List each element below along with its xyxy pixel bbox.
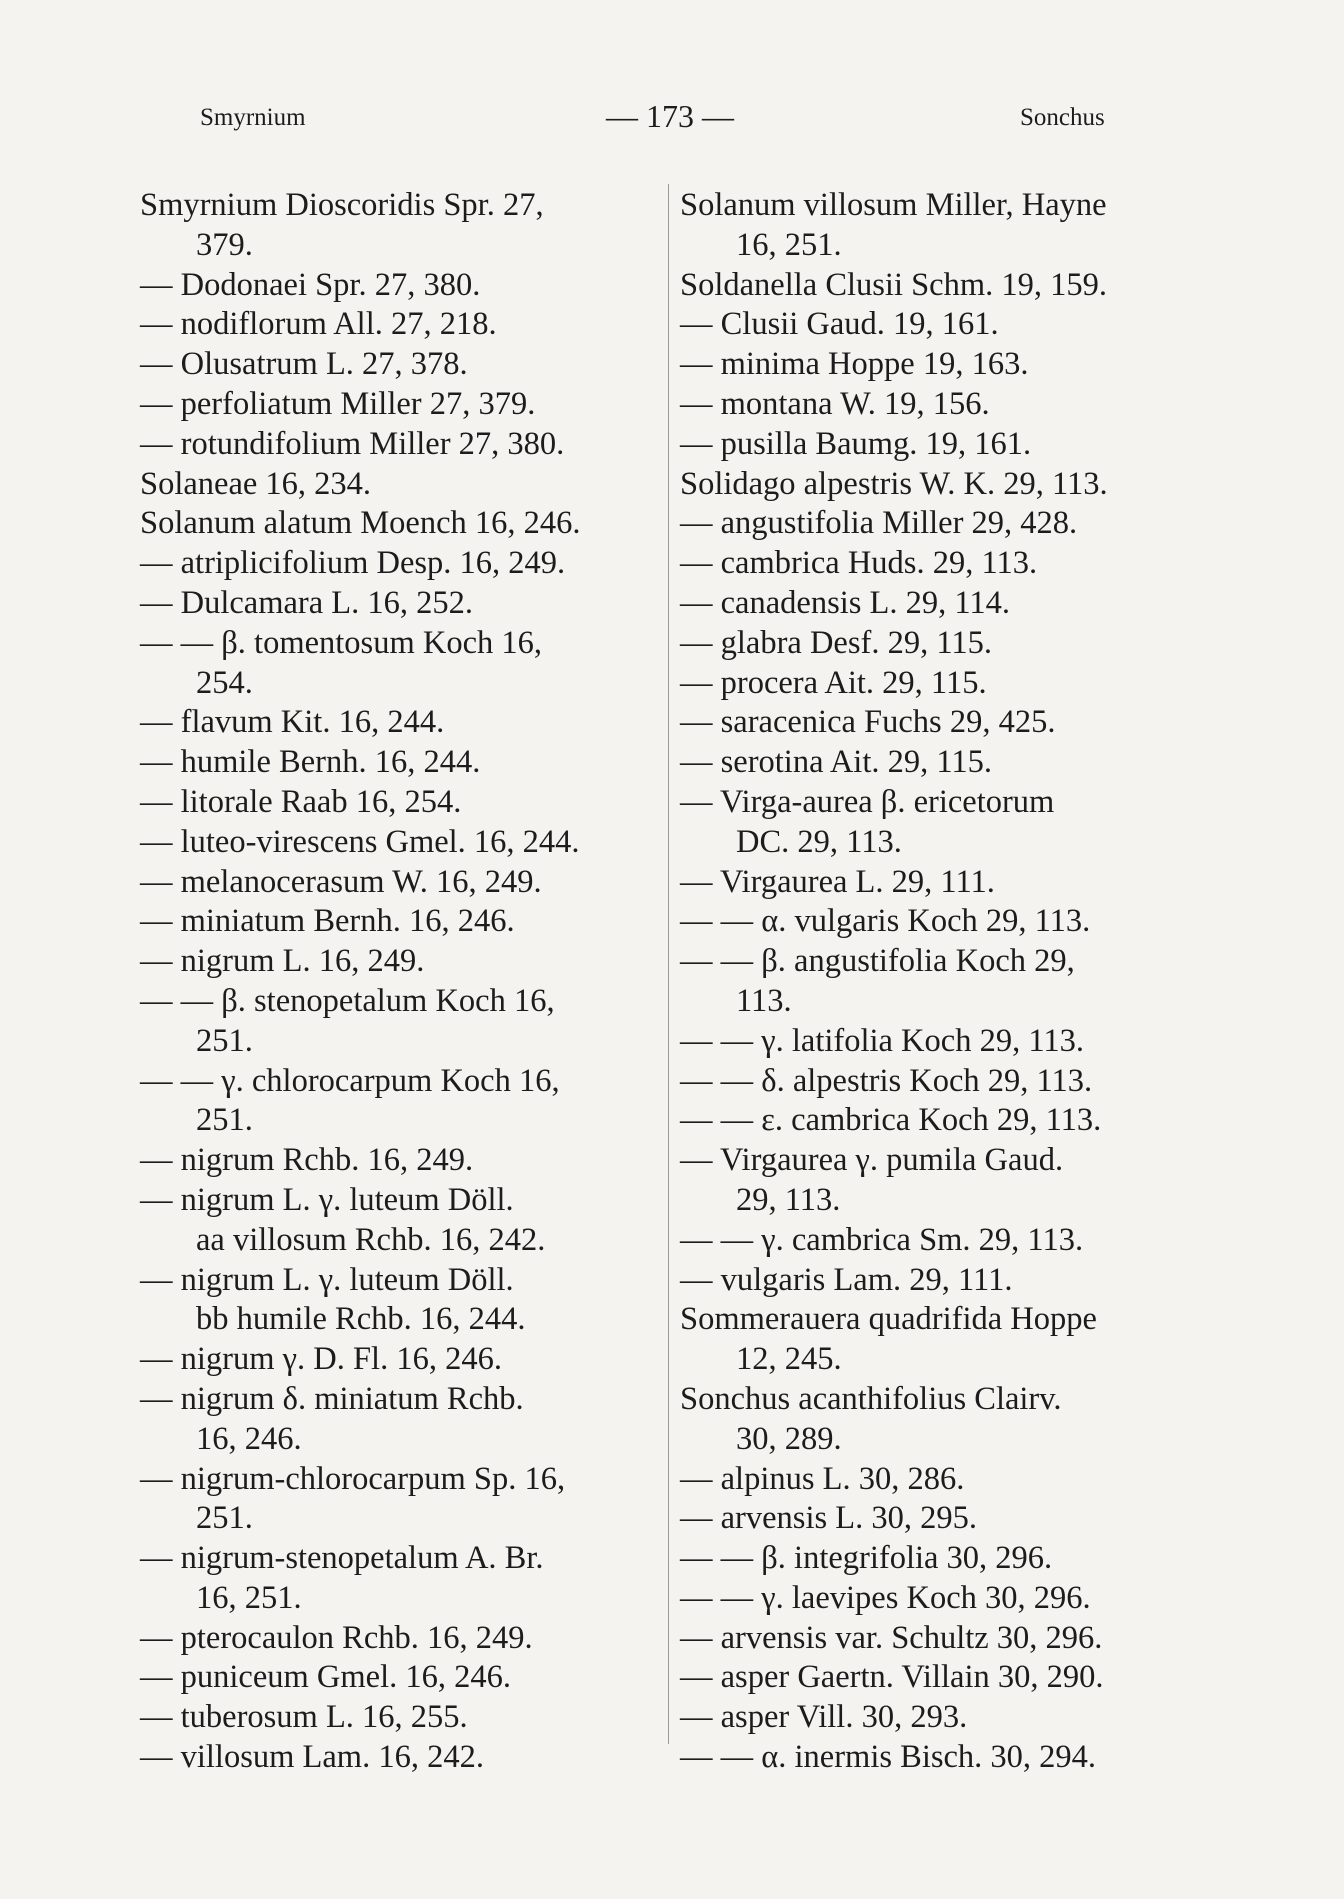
index-entry: 16, 251. xyxy=(196,1579,302,1616)
index-entry: — — γ. chlorocarpum Koch 16, xyxy=(140,1062,560,1099)
index-entry: — miniatum Bernh. 16, 246. xyxy=(140,903,515,940)
index-entry: Solaneae 16, 234. xyxy=(140,465,372,502)
index-entry: — rotundifolium Miller 27, 380. xyxy=(140,425,565,462)
index-entry: Sonchus acanthifolius Clairv. xyxy=(680,1380,1062,1417)
index-entry: — — α. vulgaris Koch 29, 113. xyxy=(680,903,1091,940)
index-entry: — Virga-aurea β. ericetorum xyxy=(680,783,1055,820)
index-entry: — nigrum Rchb. 16, 249. xyxy=(140,1142,474,1179)
index-entry: — atriplicifolium Desp. 16, 249. xyxy=(140,545,566,582)
index-entry: — humile Bernh. 16, 244. xyxy=(140,744,481,781)
index-entry: 251. xyxy=(196,1500,253,1537)
index-entry: — — β. integrifolia 30, 296. xyxy=(680,1540,1053,1577)
index-entry: Sommerauera quadrifida Hoppe xyxy=(680,1301,1097,1338)
index-entry: — nigrum δ. miniatum Rchb. xyxy=(140,1380,524,1417)
index-entry: — alpinus L. 30, 286. xyxy=(680,1460,965,1497)
index-entry: — nigrum L. 16, 249. xyxy=(140,943,425,980)
index-entry: — cambrica Huds. 29, 113. xyxy=(680,545,1038,582)
index-entry: — nigrum-stenopetalum A. Br. xyxy=(140,1540,544,1577)
index-entry: — — β. angustifolia Koch 29, xyxy=(680,943,1075,980)
index-entry: 12, 245. xyxy=(736,1341,842,1378)
index-entry: — — ε. cambrica Koch 29, 113. xyxy=(680,1102,1102,1139)
running-head-left: Smyrnium xyxy=(200,104,306,131)
index-entry: — serotina Ait. 29, 115. xyxy=(680,744,993,781)
index-entry: — Clusii Gaud. 19, 161. xyxy=(680,306,999,343)
index-column-right xyxy=(680,186,1210,1778)
index-entry: Solanum alatum Moench 16, 246. xyxy=(140,505,581,542)
index-entry: 16, 246. xyxy=(196,1420,302,1457)
index-entry: — — γ. cambrica Sm. 29, 113. xyxy=(680,1221,1084,1258)
index-entry: — perfoliatum Miller 27, 379. xyxy=(140,385,536,422)
index-entry: 251. xyxy=(196,1022,253,1059)
index-entry: Solanum villosum Miller, Hayne xyxy=(680,187,1107,223)
index-entry: Soldanella Clusii Schm. 19, 159. xyxy=(680,266,1108,303)
index-entry: — Dodonaei Spr. 27, 380. xyxy=(140,266,481,303)
index-entry: — procera Ait. 29, 115. xyxy=(680,664,987,701)
index-entry: — luteo-virescens Gmel. 16, 244. xyxy=(140,823,580,860)
index-entry: 251. xyxy=(196,1102,253,1139)
index-entry: — litorale Raab 16, 254. xyxy=(140,783,462,820)
index-entry: — canadensis L. 29, 114. xyxy=(680,584,1011,621)
index-entry: — asper Vill. 30, 293. xyxy=(680,1699,968,1736)
index-entry: — villosum Lam. 16, 242. xyxy=(140,1739,484,1776)
index-entry: aa villosum Rchb. 16, 242. xyxy=(196,1221,546,1258)
index-entry: — — γ. laevipes Koch 30, 296. xyxy=(680,1579,1091,1616)
index-entry: — glabra Desf. 29, 115. xyxy=(680,624,992,661)
index-entry: — flavum Kit. 16, 244. xyxy=(140,704,445,741)
index-entry: DC. 29, 113. xyxy=(736,823,902,860)
index-entry: 379. xyxy=(196,226,253,263)
index-entry: — pusilla Baumg. 19, 161. xyxy=(680,425,1032,462)
index-entry: — Virgaurea γ. pumila Gaud. xyxy=(680,1142,1064,1179)
index-entry: 254. xyxy=(196,664,253,701)
running-head-right: Sonchus xyxy=(1020,104,1105,131)
index-column-left xyxy=(140,186,660,1778)
index-entry: — Olusatrum L. 27, 378. xyxy=(140,346,468,383)
index-entry: — arvensis var. Schultz 30, 296. xyxy=(680,1619,1103,1656)
index-entry: 113. xyxy=(736,982,792,1019)
index-entry: — melanocerasum W. 16, 249. xyxy=(140,863,542,900)
index-entry: — — γ. latifolia Koch 29, 113. xyxy=(680,1022,1084,1059)
index-entry: Smyrnium Dioscoridis Spr. 27, xyxy=(140,187,544,223)
index-entry: — — δ. alpestris Koch 29, 113. xyxy=(680,1062,1093,1099)
index-entry: — nigrum γ. D. Fl. 16, 246. xyxy=(140,1341,502,1378)
index-entry: 30, 289. xyxy=(736,1420,842,1457)
index-entry: — nigrum-chlorocarpum Sp. 16, xyxy=(140,1460,566,1497)
index-entry: — nodiflorum All. 27, 218. xyxy=(140,306,497,343)
index-entry: — angustifolia Miller 29, 428. xyxy=(680,505,1078,542)
index-entry: 16, 251. xyxy=(736,226,842,263)
index-entry: — saracenica Fuchs 29, 425. xyxy=(680,704,1056,741)
index-entry: — — β. stenopetalum Koch 16, xyxy=(140,982,555,1019)
index-entry: — puniceum Gmel. 16, 246. xyxy=(140,1659,511,1696)
column-divider xyxy=(668,184,669,1744)
index-entry: — minima Hoppe 19, 163. xyxy=(680,346,1029,383)
page-number: — 173 — xyxy=(606,98,734,134)
index-entry: — — α. inermis Bisch. 30, 294. xyxy=(680,1739,1097,1776)
index-entry: — — β. tomentosum Koch 16, xyxy=(140,624,542,661)
index-entry: — nigrum L. γ. luteum Döll. xyxy=(140,1261,514,1298)
index-entry: — Virgaurea L. 29, 111. xyxy=(680,863,995,900)
index-entry: — pterocaulon Rchb. 16, 249. xyxy=(140,1619,533,1656)
index-entry: — Dulcamara L. 16, 252. xyxy=(140,584,474,621)
index-entry: — montana W. 19, 156. xyxy=(680,385,990,422)
index-entry: — arvensis L. 30, 295. xyxy=(680,1500,977,1537)
index-entry: — tuberosum L. 16, 255. xyxy=(140,1699,468,1736)
index-entry: — asper Gaertn. Villain 30, 290. xyxy=(680,1659,1104,1696)
index-entry: Solidago alpestris W. K. 29, 113. xyxy=(680,465,1108,502)
index-entry: — vulgaris Lam. 29, 111. xyxy=(680,1261,1013,1298)
index-entry: bb humile Rchb. 16, 244. xyxy=(196,1301,526,1338)
index-entry: 29, 113. xyxy=(736,1181,841,1218)
index-entry: — nigrum L. γ. luteum Döll. xyxy=(140,1181,514,1218)
